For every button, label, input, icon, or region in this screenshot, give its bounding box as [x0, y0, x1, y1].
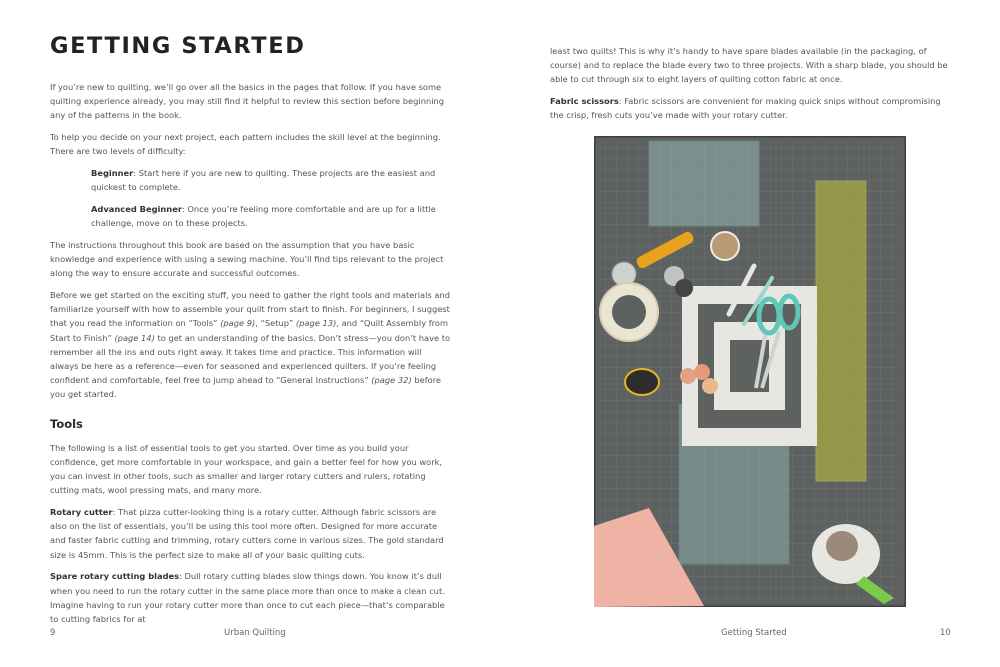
- intro-paragraph: If you’re new to quilting, we’ll go over all the basics in the pages that follow. If you have some quilting experience already, you may still find it helpful to review this section before beginning any of the patterns in the book.: [50, 82, 445, 121]
- right-body: [550, 44, 952, 130]
- thread-spool: [694, 364, 710, 380]
- thread-spool: [702, 378, 718, 394]
- right-running-title: Getting Started: [721, 628, 787, 638]
- instructions-paragraph: The instructions throughout this book are based on the assumption that you have basic knowledge and experience with using a sewing machine. You’ll find tips relevant to the project along the way to ensure accurate and successful outcomes.: [50, 239, 444, 279]
- tape-measure: [625, 369, 659, 395]
- page-title: GETTING STARTED: [50, 33, 306, 59]
- left-page-number: 9: [50, 628, 56, 638]
- ref-tools[interactable]: (page 9): [220, 318, 256, 329]
- ref-setup[interactable]: (page 13): [295, 318, 337, 329]
- before-paragraph: Before we get started on the exciting stuff, you need to gather the right tools and materials and familiarize yourself with how to assemble your quilt from start to finish. For beginners, I suggest that you read the information on “Tools” (page 9), “Setup” (page 13), and “Quilt Assembly from Start to Finish” (page 14) to get an understanding of the basics. Don’t stress—you don’t have to remember all the ins and outs right away. It takes time and practice. This information will always be here as a reference—even for seasoned and experienced quilters. If you’re feeling confident and comfortable, feel free to jump ahead to “General Instructions” (page 32) before you get started.: [50, 289, 451, 400]
- thread-spool: [680, 368, 696, 384]
- rotary-cutter-item: Rotary cutter: That pizza cutter-looking thing is a rotary cutter. Although fabric scissors are also on the list of essentials, you’ll be using this tool more often. Designed for more accurate and faster fabric cutting and trimming, rotary cutters come in various sizes. The gold standard size is 45mm. This is the perfect size to make all of your basic quilting cuts.: [50, 507, 444, 560]
- spare-blades-item: Spare rotary cutting blades: Dull rotary cutting blades slow things down. You know it’s dull when you need to run the rotary cutter in the same place more than once to make a clean cut. Imagine having to run your rotary cutter more than once to cut each piece—that’s comparable to cutting fabrics for at: [50, 571, 445, 624]
- beginner-level: Beginner: Start here if you are new to quilting. These projects are the easiest and quickest to complete.: [91, 168, 436, 193]
- ref-assembly[interactable]: (page 14): [114, 332, 155, 343]
- pin-cushion: [711, 232, 739, 260]
- fabric-scissors-item: Fabric scissors: Fabric scissors are convenient for making quick snips without compromising the crisp, fresh cuts you’ve made with your rotary cutter.: [550, 96, 941, 121]
- continued-paragraph: least two quilts! This is why it’s handy to have spare blades available (in the packaging, of course) and to replace the blade every two to three projects. With a sharp blade, you should be able to cut through six to eight layers of quilting cotton fabric at once.: [550, 46, 948, 85]
- ruler-yellow: [816, 181, 866, 481]
- ruler-top: [649, 141, 759, 226]
- blade-case: [675, 279, 693, 297]
- left-body: [50, 80, 451, 634]
- ref-general[interactable]: (page 32): [371, 375, 412, 386]
- skill-levels: [50, 166, 451, 230]
- skill-intro-paragraph: To help you decide on your next project, each pattern includes the skill level at the beginning. There are two levels of difficulty:: [50, 132, 441, 157]
- tools-photo: [594, 136, 906, 607]
- right-page-number: 10: [940, 628, 951, 638]
- tools-intro: The following is a list of essential tools to get you started. Over time as you build your confidence, get more comfortable in your workspace, and gain a better feel for how you work, you can invest in other tools, such as smaller and larger rotary cutters and rulers, rotating cutting mats, wool pressing mats, and many more.: [50, 442, 443, 496]
- advanced-level: Advanced Beginner: Once you’re feeling more comfortable and are up for a little challenge, move on to these projects.: [91, 203, 436, 229]
- left-running-title: Urban Quilting: [224, 628, 286, 638]
- tools-heading: Tools: [50, 416, 83, 431]
